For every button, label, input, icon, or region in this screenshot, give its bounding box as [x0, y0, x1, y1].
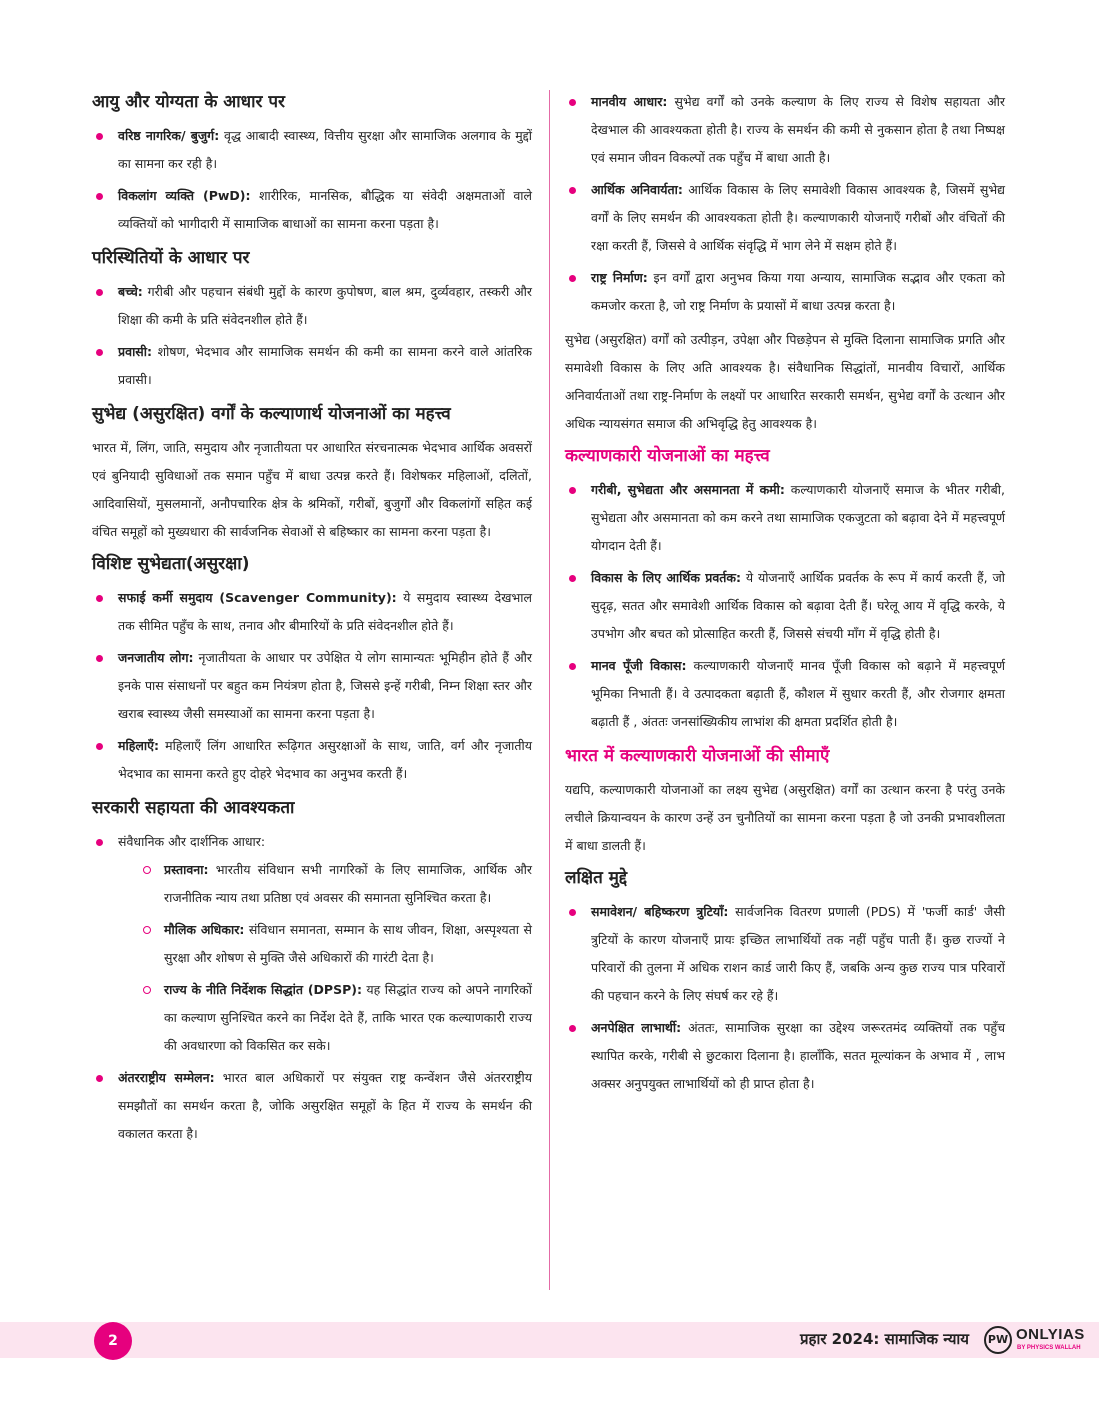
- logo-name: ONLYIAS: [1016, 1326, 1085, 1343]
- list-item: समावेशन/ बहिष्करण त्रुटियाँ: सार्वजनिक वितरण प्रणाली (PDS) में 'फर्जी कार्ड' जैसी त्रुटियों के कारण योजनाएँ प्रायः इच्छित लाभार्थियों तक नहीं पहुँच पाती हैं। कुछ राज्यों ने परिवारों की तुलना में अधिक राशन कार्ड जारी किए हैं, जबकि अन्य कुछ राज्य पात्र परिवारों की पहचान करने के लिए संघर्ष कर रहे हैं।: [565, 898, 1005, 1010]
- list-item: अंतरराष्ट्रीय सम्मेलन: भारत बाल अधिकारों पर संयुक्त राष्ट्र कन्वेंशन जैसे अंतरराष्ट्रीय समझौतों का समर्थन करता है, जोकि असुरक्षित समूहों के हित में राज्य के समर्थन की वकालत करता है।: [92, 1064, 532, 1148]
- list-item: सफाई कर्मी समुदाय (Scavenger Community): ये समुदाय स्वास्थ्य देखभाल तक सीमित पहुँच के साथ, तनाव और बीमारियों के प्रति संवेदनशील होते हैं।: [92, 584, 532, 640]
- list-item: विकलांग व्यक्ति (PwD): शारीरिक, मानसिक, बौद्धिक या संवेदी अक्षमताओं वाले व्यक्तियों को भागीदारी में सामाजिक बाधाओं का सामना करना पड़ता है।: [92, 182, 532, 238]
- list-age-ability: [92, 122, 532, 238]
- heading-govt-support: सरकारी सहायता की आवश्यकता: [92, 798, 295, 818]
- heading-welfare-importance: कल्याणकारी योजनाओं का महत्त्व: [565, 446, 770, 466]
- footer-title: प्रहार 2024: सामाजिक न्याय: [799, 1330, 969, 1348]
- left-column: [92, 88, 532, 1154]
- list-item: मानवीय आधार: सुभेद्य वर्गों को उनके कल्याण के लिए राज्य से विशेष सहायता और देखभाल की आवश्यकता होती है। राज्य के समर्थन की कमी से नुकसान होता है तथा निष्पक्ष एवं समान जीवन विकल्पों तक पहुँच में बाधा आती है।: [565, 88, 1005, 172]
- list-circumstances: [92, 278, 532, 394]
- heading-importance-schemes: सुभेद्य (असुरक्षित) वर्गों के कल्याणार्थ योजनाओं का महत्त्व: [92, 404, 451, 424]
- heading-welfare-limitations: भारत में कल्याणकारी योजनाओं की सीमाएँ: [565, 746, 830, 766]
- sublist-constitutional: [118, 856, 532, 1060]
- list-item: अनपेक्षित लाभार्थी: अंततः, सामाजिक सुरक्षा का उद्देश्य जरूरतमंद व्यक्तियों तक पहुँच स्थापित करके, गरीबी से छुटकारा दिलाना है। हालाँकि, सतत मूल्यांकन के अभाव में , लाभ अक्सर अनुपयुक्त लाभार्थियों को ही प्राप्त होता है।: [565, 1014, 1005, 1098]
- heading-age-ability: आयु और योग्यता के आधार पर: [92, 92, 286, 112]
- sub-list-item: मौलिक अधिकार: संविधान समानता, सम्मान के साथ जीवन, शिक्षा, अस्पृश्यता से सुरक्षा और शोषण से मुक्ति जैसे अधिकारों की गारंटी देता है।: [140, 916, 532, 972]
- list-item: बच्चे: गरीबी और पहचान संबंधी मुद्दों के कारण कुपोषण, बाल श्रम, दुर्व्यवहार, तस्करी और शिक्षा की कमी के प्रति संवेदनशील होते हैं।: [92, 278, 532, 334]
- list-item: विकास के लिए आर्थिक प्रवर्तक: ये योजनाएँ आर्थिक प्रवर्तक के रूप में कार्य करती हैं, जो सुदृढ़, सतत और समावेशी आर्थिक विकास को बढ़ावा देती हैं। घरेलू आय में वृद्धि करके, ये उपभोग और बचत को प्रोत्साहित करती हैं, जिससे संचयी माँग में वृद्धि होती है।: [565, 564, 1005, 648]
- list-item: संवैधानिक और दार्शनिक आधार: प्रस्तावना: भारतीय संविधान सभी नागरिकों के लिए सामाजिक, आर्थिक और राजनीतिक न्याय तथा प्रतिष्ठा एवं अवसर की समानता सुनिश्चित करता है। मौलिक अधिकार: संविधान समानता, सम्मान के साथ जीवन, शिक्षा, अस्पृश्यता से सुरक्षा और शोषण से मुक्ति जैसे अधिकारों की गारंटी देता है। राज्य के नीति निर्देशक सिद्धांत (DPSP): यह सिद्धांत राज्य को अपने नागरिकों का कल्याण सुनिश्चित करने का निर्देश देते हैं, ताकि भारत एक कल्याणकारी राज्य की अवधारणा को विकसित कर सके।: [92, 828, 532, 1060]
- list-welfare-importance: [565, 476, 1005, 736]
- list-item: गरीबी, सुभेद्यता और असमानता में कमी: कल्याणकारी योजनाएँ समाज के भीतर गरीबी, सुभेद्यता और असमानता को कम करने तथा सामाजिक एकजुटता को बढ़ावा देने में महत्त्वपूर्ण योगदान देती हैं।: [565, 476, 1005, 560]
- list-item: राष्ट्र निर्माण: इन वर्गों द्वारा अनुभव किया गया अन्याय, सामाजिक सद्भाव और एकता को कमजोर करता है, जो राष्ट्र निर्माण के प्रयासों में बाधा उत्पन्न करता है।: [565, 264, 1005, 320]
- list-specific-vulnerability: [92, 584, 532, 788]
- heading-circumstances: परिस्थितियों के आधार पर: [92, 248, 250, 268]
- list-item: महिलाएँ: महिलाएँ लिंग आधारित रूढ़िगत असुरक्षाओं के साथ, जाति, वर्ग और नृजातीय भेदभाव का सामना करते हुए दोहरे भेदभाव का अनुभव करती हैं।: [92, 732, 532, 788]
- list-govt-support-continued: [565, 88, 1005, 320]
- heading-specific-vulnerability: विशिष्ट सुभेद्यता(असुरक्षा): [92, 554, 250, 574]
- list-item: आर्थिक अनिवार्यता: आर्थिक विकास के लिए समावेशी विकास आवश्यक है, जिसमें सुभेद्य वर्गों के लिए समर्थन की आवश्यकता होती है। कल्याणकारी योजनाएँ गरीबों और वंचितों की रक्षा करती हैं, जिससे वे आर्थिक संवृद्धि में भाग लेने में सक्षम होते हैं।: [565, 176, 1005, 260]
- list-targeting-issues: [565, 898, 1005, 1098]
- sub-list-item: राज्य के नीति निर्देशक सिद्धांत (DPSP): यह सिद्धांत राज्य को अपने नागरिकों का कल्याण सुनिश्चित करने का निर्देश देते हैं, ताकि भारत एक कल्याणकारी राज्य की अवधारणा को विकसित कर सके।: [140, 976, 532, 1060]
- sub-list-item: प्रस्तावना: भारतीय संविधान सभी नागरिकों के लिए सामाजिक, आर्थिक और राजनीतिक न्याय तथा प्रतिष्ठा एवं अवसर की समानता सुनिश्चित करता है।: [140, 856, 532, 912]
- heading-targeting-issues: लक्षित मुद्दे: [565, 868, 628, 888]
- brand-logo: [984, 1324, 1084, 1358]
- paragraph-limitations: यद्यपि, कल्याणकारी योजनाओं का लक्ष्य सुभेद्य (असुरक्षित) वर्गों का उत्थान करना है परंतु उनके लचीले क्रियान्वयन के कारण उन्हें उन चुनौतियों का सामना करना पड़ता है जो उनकी प्रभावशीलता में बाधा डालती हैं।: [565, 782, 1005, 853]
- paragraph-importance: भारत में, लिंग, जाति, समुदाय और नृजातीयता पर आधारित संरचनात्मक भेदभाव आर्थिक अवसरों एवं बुनियादी सुविधाओं तक समान पहुँच में बाधा उत्पन्न करते हैं। विशेषकर महिलाओं, दलितों, आदिवासियों, मुसलमानों, अनौपचारिक क्षेत्र के श्रमिकों, गरीबों, बुजुर्गों और विकलांगों सहित कई वंचित समूहों को मुख्यधारा की सार्वजनिक सेवाओं से बहिष्कार का सामना करना पड़ता है।: [92, 440, 532, 539]
- list-item: वरिष्ठ नागरिक/ बुजुर्ग: वृद्ध आबादी स्वास्थ्य, वित्तीय सुरक्षा और सामाजिक अलगाव के मुद्दों का सामना कर रही है।: [92, 122, 532, 178]
- list-item: प्रवासी: शोषण, भेदभाव और सामाजिक समर्थन की कमी का सामना करने वाले आंतरिक प्रवासी।: [92, 338, 532, 394]
- list-govt-support: [92, 828, 532, 1148]
- paragraph-summary: सुभेद्य (असुरक्षित) वर्गों को उत्पीड़न, उपेक्षा और पिछड़ेपन से मुक्ति दिलाना सामाजिक प्रगति और समावेशी विकास के लिए अति आवश्यक है। संवैधानिक सिद्धांतों, मानवीय विचारों, आर्थिक अनिवार्यताओं तथा राष्ट्र-निर्माण के लक्ष्यों पर आधारित सरकारी समर्थन, सुभेद्य वर्गों के उत्थान और अधिक न्यायसंगत समाज की अभिवृद्धि हेतु आवश्यक है।: [565, 332, 1005, 431]
- pw-logo-icon: PW: [984, 1326, 1012, 1354]
- logo-tagline: BY PHYSICS WALLAH: [1017, 1345, 1081, 1351]
- column-divider: [549, 90, 550, 1290]
- page-number: 2: [94, 1322, 132, 1360]
- right-column: [565, 88, 1005, 1104]
- list-item: जनजातीय लोग: नृजातीयता के आधार पर उपेक्षित ये लोग सामान्यतः भूमिहीन होते हैं और इनके पास संसाधनों पर बहुत कम नियंत्रण होता है, जिससे इन्हें गरीबी, निम्न शिक्षा स्तर और खराब स्वास्थ्य जैसी समस्याओं का सामना करना पड़ता है।: [92, 644, 532, 728]
- list-item: मानव पूँजी विकास: कल्याणकारी योजनाएँ मानव पूँजी विकास को बढ़ाने में महत्त्वपूर्ण भूमिका निभाती हैं। वे उत्पादकता बढ़ाती हैं, कौशल में सुधार करती हैं, और रोजगार क्षमता बढ़ाती हैं , अंततः जनसांख्यिकीय लाभांश की क्षमता प्रदर्शित होती है।: [565, 652, 1005, 736]
